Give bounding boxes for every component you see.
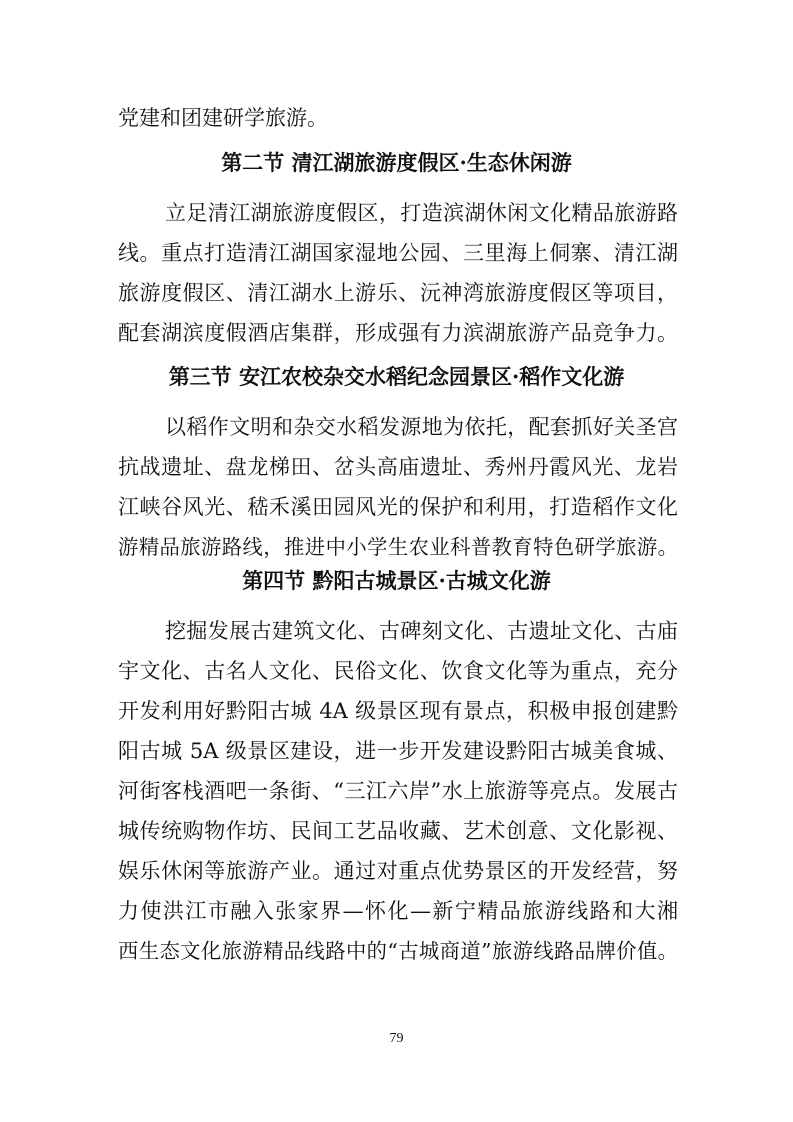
body-line: 娱乐休闲等旅游产业。通过对重点优势景区的开发经营，努 <box>118 859 678 883</box>
page-number: 79 <box>389 1031 404 1046</box>
body-line: 宇文化、古名人文化、民俗文化、饮食文化等为重点，充分 <box>118 659 678 683</box>
body-line: 游精品旅游路线，推进中小学生农业科普教育特色研学旅游。 <box>118 535 678 559</box>
section-heading: 第四节 黔阳古城景区·古城文化游 <box>242 568 551 593</box>
section-heading: 第二节 清江湖旅游度假区·生态休闲游 <box>221 150 572 175</box>
section-heading: 第三节 安江农校杂交水稻纪念园景区·稻作文化游 <box>168 364 625 389</box>
body-line: 力使洪江市融入张家界—怀化—新宁精品旅游线路和大湘 <box>118 899 678 923</box>
body-line: 河街客栈酒吧一条街、“三江六岸”水上旅游等亮点。发展古 <box>118 779 678 803</box>
body-line: 立足清江湖旅游度假区，打造滨湖休闲文化精品旅游路 <box>165 201 678 225</box>
body-line: 线。重点打造清江湖国家湿地公园、三里海上侗寨、清江湖 <box>118 241 678 265</box>
body-line: 旅游度假区、清江湖水上游乐、沅神湾旅游度假区等项目， <box>118 281 678 305</box>
body-line: 开发利用好黔阳古城 4A 级景区现有景点，积极申报创建黔 <box>118 699 678 723</box>
body-line: 西生态文化旅游精品线路中的“古城商道”旅游线路品牌价值。 <box>118 939 678 963</box>
body-line: 配套湖滨度假酒店集群，形成强有力滨湖旅游产品竞争力。 <box>118 321 678 345</box>
body-line: 城传统购物作坊、民间工艺品收藏、艺术创意、文化影视、 <box>118 819 678 843</box>
body-line: 挖掘发展古建筑文化、古碑刻文化、古遗址文化、古庙 <box>165 619 678 643</box>
body-line: 抗战遗址、盘龙梯田、岔头高庙遗址、秀州丹霞风光、龙岩 <box>118 455 678 479</box>
body-line: 江峡谷风光、嵇禾溪田园风光的保护和利用，打造稻作文化 <box>118 495 678 519</box>
body-line: 以稻作文明和杂交水稻发源地为依托，配套抓好关圣宫 <box>165 415 678 439</box>
body-line: 阳古城 5A 级景区建设，进一步开发建设黔阳古城美食城、 <box>118 739 678 763</box>
body-line: 党建和团建研学旅游。 <box>118 106 328 130</box>
